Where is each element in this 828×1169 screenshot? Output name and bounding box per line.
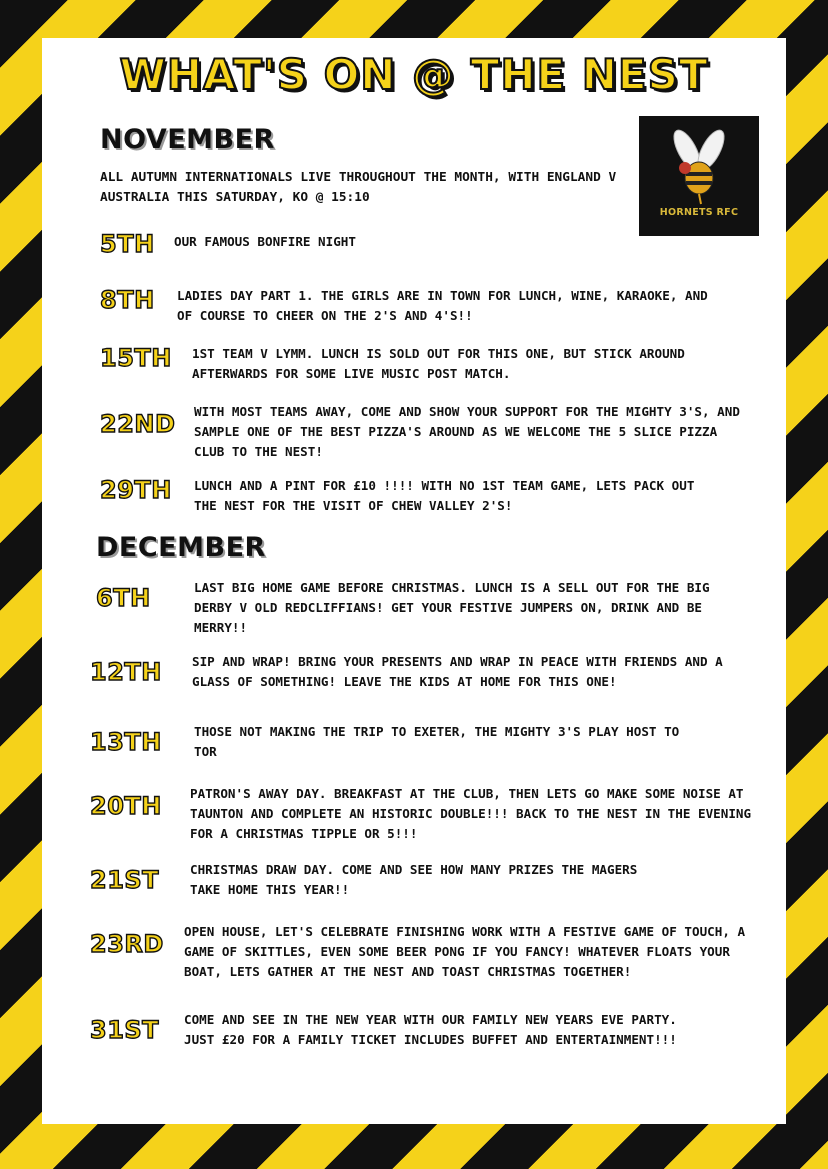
event-text: COME AND SEE IN THE NEW YEAR WITH OUR FAMILY NEW YEARS EVE PARTY. JUST £20 FOR A FAMILY TICKET INCLUDES BUFFET AND ENTERTAINMENT!!!: [184, 1012, 677, 1047]
month-heading-december: DECEMBER: [96, 532, 266, 563]
event-date: 12TH: [90, 658, 162, 686]
poster-panel: [42, 38, 786, 1124]
logo-text: HORNETS RFC: [659, 207, 739, 218]
event-text: LADIES DAY PART 1. THE GIRLS ARE IN TOWN FOR LUNCH, WINE, KARAOKE, AND OF COURSE TO CHEER ON THE 2'S AND 4'S!!: [177, 288, 708, 323]
event-text: WITH MOST TEAMS AWAY, COME AND SHOW YOUR SUPPORT FOR THE MIGHTY 3'S, AND SAMPLE ONE OF THE BEST PIZZA'S AROUND AS WE WELCOME THE 5 SLICE PIZZA CLUB TO THE NEST!: [194, 404, 740, 459]
event-text: OUR FAMOUS BONFIRE NIGHT: [174, 234, 356, 249]
event-text: OPEN HOUSE, LET'S CELEBRATE FINISHING WORK WITH A FESTIVE GAME OF TOUCH, A GAME OF SKITTLES, EVEN SOME BEER PONG IF YOU FANCY! WHATEVER FLOATS YOUR BOAT, LETS GATHER AT THE NEST AND TOAST CHRISTMAS TOGETHER!: [184, 924, 746, 979]
event-date: 5TH: [100, 230, 155, 258]
event-text: PATRON'S AWAY DAY. BREAKFAST AT THE CLUB, THEN LETS GO MAKE SOME NOISE AT TAUNTON AND COMPLETE AN HISTORIC DOUBLE!!! BACK TO THE NEST IN THE EVENING FOR A CHRISTMAS TIPPLE OR 5!!!: [190, 786, 752, 841]
event-text: LUNCH AND A PINT FOR £10 !!!! WITH NO 1ST TEAM GAME, LETS PACK OUT THE NEST FOR THE VISIT OF CHEW VALLEY 2'S!: [194, 478, 695, 513]
event-text: CHRISTMAS DRAW DAY. COME AND SEE HOW MANY PRIZES THE MAGERS TAKE HOME THIS YEAR!!: [190, 862, 638, 897]
event-date: 21ST: [90, 866, 160, 894]
event-date: 15TH: [100, 344, 172, 372]
event-date: 13TH: [90, 728, 162, 756]
event-text: LAST BIG HOME GAME BEFORE CHRISTMAS. LUNCH IS A SELL OUT FOR THE BIG DERBY V OLD REDCLIFFIANS! GET YOUR FESTIVE JUMPERS ON, DRINK AND BE MERRY!!: [194, 580, 710, 635]
poster-title: WHAT'S ON @ THE NEST: [119, 50, 709, 99]
club-logo: [639, 116, 759, 236]
event-date: 31ST: [90, 1016, 160, 1044]
event-text: 1ST TEAM V LYMM. LUNCH IS SOLD OUT FOR THIS ONE, BUT STICK AROUND AFTERWARDS FOR SOME LIVE MUSIC POST MATCH.: [192, 346, 685, 381]
hornet-icon: [661, 128, 737, 208]
event-date: 23RD: [90, 930, 164, 958]
event-date: 8TH: [100, 286, 155, 314]
event-text: SIP AND WRAP! BRING YOUR PRESENTS AND WRAP IN PEACE WITH FRIENDS AND A GLASS OF SOMETHING! LEAVE THE KIDS AT HOME FOR THIS ONE!: [192, 654, 723, 689]
event-date: 29TH: [100, 476, 172, 504]
november-intro: ALL AUTUMN INTERNATIONALS LIVE THROUGHOUT THE MONTH, WITH ENGLAND V AUSTRALIA THIS SATURDAY, KO @ 15:10: [100, 170, 617, 205]
event-date: 22ND: [100, 410, 176, 438]
event-date: 6TH: [96, 584, 151, 612]
event-date: 20TH: [90, 792, 162, 820]
month-heading-november: NOVEMBER: [100, 124, 275, 155]
event-text: THOSE NOT MAKING THE TRIP TO EXETER, THE MIGHTY 3'S PLAY HOST TO TOR: [194, 724, 680, 759]
